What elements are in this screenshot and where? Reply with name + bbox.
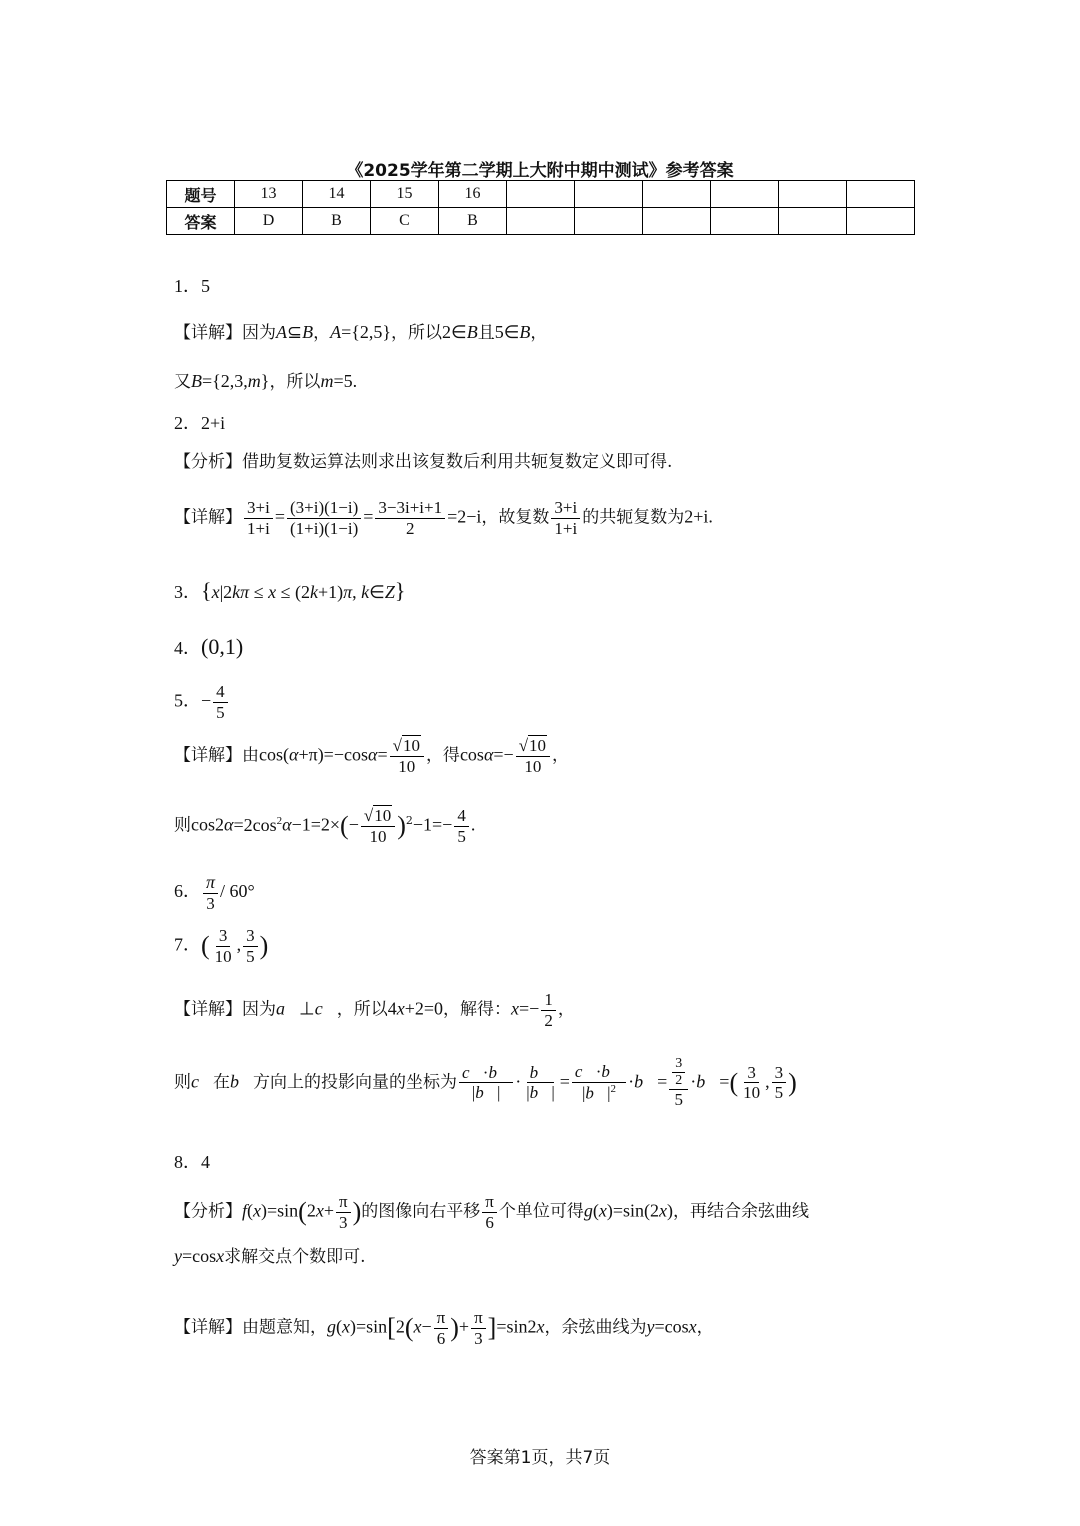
- page-title: 《2025学年第二学期上大附中期中测试》参考答案: [346, 161, 734, 181]
- table-cell: [507, 181, 575, 208]
- answer-q3: 3．{x|2kπ ≤ x ≤ (2k+1)π, k∈Z}: [174, 578, 406, 603]
- table-cell: C: [371, 208, 439, 235]
- answer-table: [166, 180, 915, 235]
- table-cell: [847, 181, 915, 208]
- table-cell: [711, 208, 779, 235]
- table-cell: B: [303, 208, 371, 235]
- table-header-label: 题号: [167, 181, 235, 208]
- answer-q6: 6． $\frac{\pi}{3}$ / 60°: [174, 872, 255, 913]
- table-cell: [507, 208, 575, 235]
- table-answer-label: 答案: [167, 208, 235, 235]
- q1-detail-line2: 又B={2,3,m}，所以m=5.: [174, 371, 358, 392]
- table-row-numbers: [167, 181, 915, 208]
- table-cell: [711, 181, 779, 208]
- answer-q8: 8．4: [174, 1152, 210, 1172]
- table-cell: 16: [439, 181, 507, 208]
- table-cell: 15: [371, 181, 439, 208]
- answer-q1: 1．5: [174, 276, 210, 296]
- table-cell: [779, 208, 847, 235]
- page-footer: 答案第1页，共7页: [469, 1448, 611, 1468]
- answer-q7: 7．( $\frac{3}{10}$ , $\frac{3}{5}$ ): [174, 926, 269, 966]
- q8-analysis-line2: y=cosx求解交点个数即可.: [174, 1246, 366, 1267]
- q7-detail-line2: 则c⃗在b⃗方向上的投影向量的坐标为 $\frac{c⃗\cdot b⃗}{|b⃗|}$ · $\frac{b⃗}{|b⃗|}$ = $\frac{c⃗\cdot b⃗}{|b⃗|^2}$ ·b⃗= $\frac{\frac{3}{2}}{5}$ ·b⃗=( $\frac{3}{10}$ , $\frac{3}{5}$ ): [174, 1056, 797, 1110]
- q7-detail: 【详解】因为a⃗⊥c⃗，所以4x+2=0，解得：x=− $\frac{1}{2}$ ，: [174, 990, 575, 1030]
- answer-q4: 4．(0,1): [174, 634, 244, 659]
- q8-detail: 【详解】由题意知，g(x)=sin[2(x− $\frac{\pi}{6}$ )+ $\frac{\pi}{3}$ ]=sin2x，余弦曲线为y=cosx，: [174, 1308, 714, 1348]
- q2-analysis: 【分析】借助复数运算法则求出该复数后利用共轭复数定义即可得.: [174, 452, 673, 472]
- table-row-answers: [167, 208, 915, 235]
- table-cell: [575, 181, 643, 208]
- table-cell: 13: [235, 181, 303, 208]
- answer-q2: 2．2+i: [174, 413, 226, 433]
- q5-detail-line2: 则$\cos 2\alpha=2\cos^2\alpha-1=2\times(-$ $\frac{√10}{10}$ )$^2$−1=− $\frac{4}{5}$ .: [174, 806, 476, 846]
- q1-detail: 【详解】因为A⊆B，A={2,5}，所以2∈B且5∈B，: [174, 322, 548, 343]
- q5-detail: 【详解】由cos(α+π)=−cosα= $\frac{√10}{10}$ ，得cosα=− $\frac{√10}{10}$ ，: [174, 736, 570, 776]
- q2-detail: 【详解】 $\frac{3+i}{1+i}$ = $\frac{(3+i)(1-i)}{(1+i)(1-i)}$ = $\frac{3-3i+i+1}{2}$ =2−i，故复数 $\frac{3+i}{1+i}$ 的共轭复数为2+i.: [174, 498, 713, 538]
- table-cell: 14: [303, 181, 371, 208]
- q8-analysis: 【分析】f(x)=sin(2x+ $\frac{\pi}{3}$ )的图像向右平移 $\frac{\pi}{6}$ 个单位可得g(x)=sin(2x)，再结合余弦曲线: [174, 1192, 810, 1232]
- table-cell: D: [235, 208, 303, 235]
- answer-q5: 5．− $\frac{4}{5}$: [174, 682, 230, 722]
- table-cell: [847, 208, 915, 235]
- table-cell: [779, 181, 847, 208]
- table-cell: [643, 208, 711, 235]
- table-cell: B: [439, 208, 507, 235]
- table-cell: [643, 181, 711, 208]
- table-cell: [575, 208, 643, 235]
